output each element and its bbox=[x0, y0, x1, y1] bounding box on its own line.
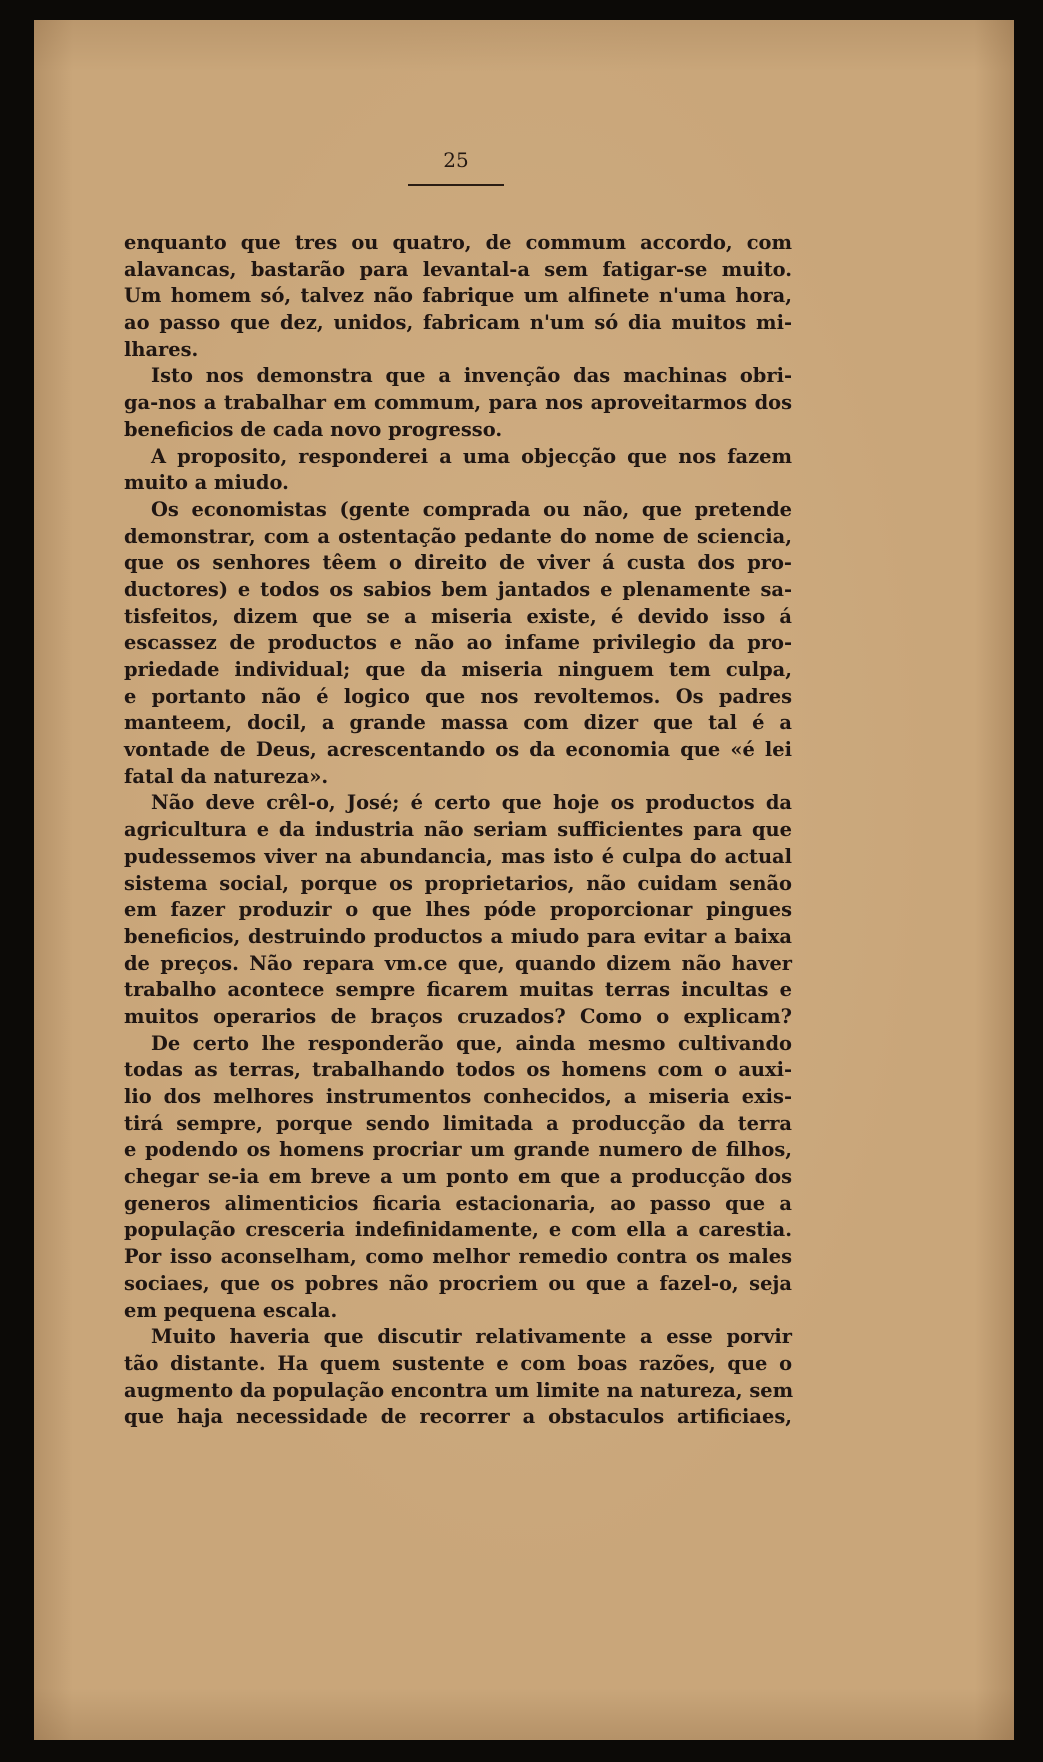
text-line: ductores) e todos os sabios bem jantados e plenamente sa- bbox=[124, 577, 792, 601]
text-line: todas as terras, trabalhando todos os homens com o auxi- bbox=[124, 1058, 792, 1082]
page-number-rule bbox=[408, 184, 504, 186]
text-line: Um homem só, talvez não fabrique um alfinete n'uma hora, bbox=[124, 284, 792, 308]
text-line: vontade de Deus, acrescentando os da economia que «é lei bbox=[124, 738, 792, 762]
text-line: lhares. bbox=[124, 337, 199, 361]
text-line: alavancas, bastarão para levantal-a sem fatigar-se muito. bbox=[124, 257, 792, 281]
text-line: sociaes, que os pobres não procriem ou que a fazel-o, seja bbox=[124, 1271, 792, 1295]
text-line: lio dos melhores instrumentos conhecidos, a miseria exis- bbox=[124, 1085, 792, 1108]
text-line: beneficios, destruindo productos a miudo para evitar a baixa bbox=[124, 924, 792, 948]
text-line: Os economistas (gente comprada ou não, que pretende bbox=[151, 497, 792, 521]
text-line: muitos operarios de braços cruzados? Como o explicam? bbox=[124, 1004, 792, 1028]
text-line: de preços. Não repara vm.ce que, quando dizem não haver bbox=[124, 951, 792, 975]
page-number: 25 bbox=[443, 148, 469, 172]
text-line: tão distante. Ha quem sustente e com boas razões, que o bbox=[124, 1351, 792, 1375]
text-line: em fazer produzir o que lhes póde proporcionar pingues bbox=[124, 898, 792, 922]
text-line: Por isso aconselham, como melhor remedio contra os males bbox=[124, 1245, 792, 1269]
text-line: população cresceria indefinidamente, e com ella a carestia. bbox=[124, 1218, 792, 1242]
text-line: trabalho acontece sempre ficarem muitas terras incultas e bbox=[124, 978, 792, 1002]
text-line: tisfeitos, dizem que se a miseria existe, é devido isso á bbox=[124, 604, 792, 628]
text-line: ga-nos a trabalhar em commum, para nos aproveitarmos dos bbox=[124, 391, 792, 415]
text-line: que os senhores têem o direito de viver á custa dos pro- bbox=[124, 551, 792, 575]
text-line: Muito haveria que discutir relativamente a esse porvir bbox=[151, 1325, 792, 1349]
text-line: muito a miudo. bbox=[124, 471, 289, 495]
body-text bbox=[124, 230, 792, 1431]
text-line: De certo lhe responderão que, ainda mesmo cultivando bbox=[151, 1031, 792, 1055]
text-line: chegar se-ia em breve a um ponto em que a producção dos bbox=[124, 1165, 792, 1189]
text-line: augmento da população encontra um limite na natureza, sem bbox=[124, 1378, 794, 1402]
text-line: agricultura e da industria não seriam sufficientes para que bbox=[124, 818, 792, 842]
text-line: beneficios de cada novo progresso. bbox=[124, 417, 503, 441]
text-line: que haja necessidade de recorrer a obstaculos artificiaes, bbox=[124, 1405, 792, 1429]
text-line: tirá sempre, porque sendo limitada a producção da terra bbox=[124, 1111, 792, 1135]
text-line: e podendo os homens procriar um grande numero de filhos, bbox=[124, 1138, 792, 1162]
text-line: escassez de productos e não ao infame privilegio da pro- bbox=[124, 631, 792, 655]
text-line: em pequena escala. bbox=[124, 1298, 338, 1322]
text-line: e portanto não é logico que nos revoltemos. Os padres bbox=[124, 684, 792, 708]
text-line: Não deve crêl-o, José; é certo que hoje os productos da bbox=[151, 791, 792, 815]
text-line: demonstrar, com a ostentação pedante do nome de sciencia, bbox=[124, 524, 792, 548]
text-line: sistema social, porque os proprietarios, não cuidam senão bbox=[124, 871, 792, 895]
text-line: enquanto que tres ou quatro, de commum accordo, com bbox=[124, 231, 792, 254]
text-line: priedade individual; que da miseria ninguem tem culpa, bbox=[124, 658, 792, 681]
text-line: ao passo que dez, unidos, fabricam n'um só dia muitos mi- bbox=[124, 311, 792, 335]
text-line: Isto nos demonstra que a invenção das machinas obri- bbox=[151, 364, 792, 388]
text-line: pudessemos viver na abundancia, mas isto é culpa do actual bbox=[124, 844, 792, 868]
text-line: fatal da natureza». bbox=[124, 764, 329, 788]
text-line: A proposito, responderei a uma objecção que nos fazem bbox=[151, 444, 792, 468]
text-line: generos alimenticios ficaria estacionaria, ao passo que a bbox=[124, 1191, 792, 1215]
text-line: manteem, docil, a grande massa com dizer que tal é a bbox=[124, 711, 792, 735]
